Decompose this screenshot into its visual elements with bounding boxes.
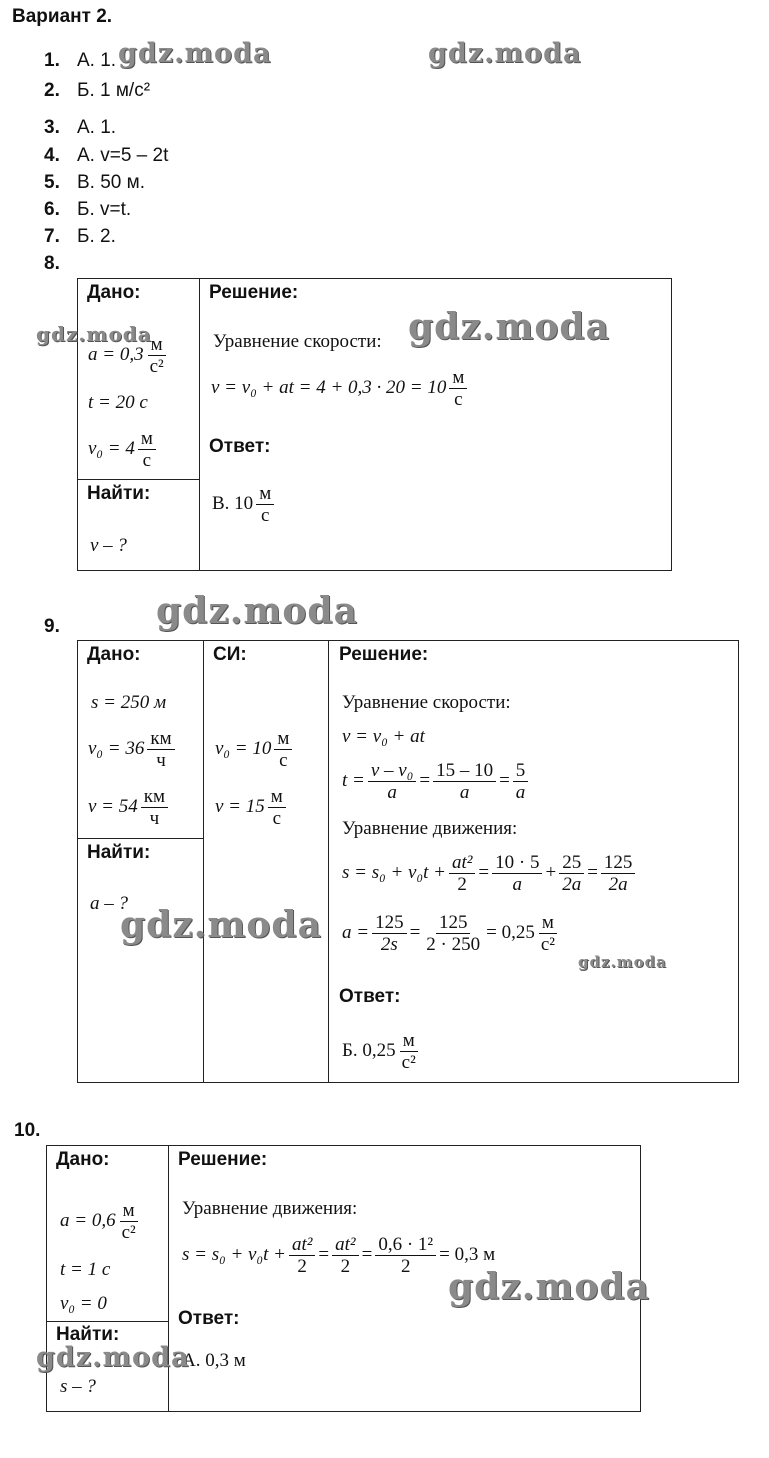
fraction: $\frac{\text{at²}}{2}$	[332, 1234, 358, 1277]
fraction: $\frac{125}{2a}$	[601, 852, 636, 895]
answer-text: Б. 1 м/с²	[77, 80, 151, 101]
unit-fraction: м с²	[401, 1030, 416, 1073]
answer-number: 3.	[44, 117, 60, 138]
unit-fraction: км ч	[147, 728, 174, 771]
solution-formula: s = s₀ + v₀t + $\frac{\text{at²}}{2}$ = $\frac{\text{at²}}{2}$ = $\frac{\text{0,6 · 1²}}{2}$ = 0,3 м	[182, 1234, 496, 1277]
answer-item	[44, 172, 145, 194]
fraction: $\frac{125}{2s}$	[372, 912, 407, 955]
unit-fraction: м с²	[121, 1200, 136, 1243]
answer-text: Б. v=t.	[77, 199, 132, 220]
fraction: $\frac{15 - 10}{a}$	[433, 760, 496, 803]
answer-text: В. 50 м.	[77, 172, 145, 193]
answer-text: А. 1.	[77, 50, 117, 71]
given-initial-velocity: v₀ = 0	[60, 1293, 107, 1314]
fraction: $\frac{10 \cdot 5}{a}$	[492, 852, 542, 895]
watermark-logo: gdz.moda	[428, 38, 582, 69]
find-heading: Найти:	[56, 1324, 120, 1345]
unit-fraction: м с	[449, 367, 467, 410]
fraction: $\frac{125}{2 \cdot 250}$	[426, 912, 481, 955]
fraction: $\frac{\text{v – v₀}}{a}$	[368, 760, 416, 803]
given-distance: s = 250 м	[91, 692, 167, 713]
answer-item	[44, 117, 116, 139]
answer-number: 7.	[44, 226, 60, 247]
fraction: $\frac{5}{a}$	[513, 760, 529, 803]
given-initial-velocity: v₀ = 36 км ч	[88, 728, 178, 771]
given-heading: Дано:	[56, 1149, 110, 1170]
answer-value: Б. 0,25 м с²	[342, 1030, 422, 1073]
find-heading: Найти:	[87, 842, 151, 863]
given-time: t = 20 с	[88, 392, 148, 413]
answer-number: 4.	[44, 145, 60, 166]
unit-fraction: м с	[268, 786, 286, 829]
si-initial-velocity: v₀ = 10 м с	[215, 728, 295, 771]
answer-number: 2.	[44, 80, 60, 101]
answer-heading: Ответ:	[209, 436, 271, 457]
problem-number: 8.	[44, 253, 60, 274]
answer-text: А. v=5 – 2t	[77, 145, 169, 166]
solution-formula: v = v₀ + at = 4 + 0,3 · 20 = 10 м с	[211, 367, 470, 410]
find-heading: Найти:	[87, 483, 151, 504]
watermark-logo: gdz.moda	[120, 904, 322, 946]
solution-formula: a = $\frac{125}{2s}$ = $\frac{125}{2 \cdot 250}$ = 0,25 м с²	[342, 912, 561, 955]
solution-heading: Решение:	[209, 282, 299, 303]
answer-item	[44, 80, 150, 102]
unit-fraction: м с	[256, 483, 274, 526]
watermark-logo: gdz.moda	[36, 1342, 190, 1373]
watermark-logo: gdz.moda	[118, 38, 272, 69]
problem-number: 9.	[44, 616, 60, 637]
answer-number: 6.	[44, 199, 60, 220]
fraction: $\frac{\text{at²}}{2}$	[449, 852, 475, 895]
fraction: $\frac{\text{at²}}{2}$	[289, 1234, 315, 1277]
unit-fraction: м с	[274, 728, 292, 771]
answer-value: В. 10 м с	[212, 483, 277, 526]
page-title: Вариант 2.	[12, 6, 113, 27]
watermark-logo: gdz.moda	[448, 1266, 650, 1308]
solution-heading: Решение:	[178, 1149, 268, 1170]
given-heading: Дано:	[87, 644, 141, 665]
answer-number: 5.	[44, 172, 60, 193]
solution-caption: Уравнение движения:	[342, 818, 518, 839]
unit-fraction: км ч	[141, 786, 168, 829]
answer-heading: Ответ:	[178, 1308, 240, 1329]
answer-heading: Ответ:	[339, 986, 401, 1007]
solution-caption: Уравнение скорости:	[342, 692, 511, 713]
given-initial-velocity: v₀ = 4 м с	[88, 428, 159, 471]
problem-number: 10.	[14, 1120, 41, 1141]
si-heading: СИ:	[213, 644, 247, 665]
solution-caption: Уравнение скорости:	[213, 331, 382, 352]
watermark-logo: gdz.moda	[36, 322, 152, 346]
si-final-velocity: v = 15 м с	[215, 786, 289, 829]
answer-text: Б. 2.	[77, 226, 116, 247]
divider	[77, 479, 199, 480]
given-final-velocity: v = 54 км ч	[88, 786, 171, 829]
answer-item	[44, 50, 116, 72]
find-quantity: s – ?	[60, 1376, 96, 1397]
given-acceleration: a = 0,3 м с²	[88, 334, 170, 377]
divider	[199, 278, 200, 571]
unit-fraction: м с²	[149, 334, 164, 377]
watermark-logo: gdz.moda	[578, 953, 667, 971]
find-quantity: a – ?	[90, 893, 128, 914]
solution-formula: v = v₀ + at	[342, 726, 425, 747]
solution-heading: Решение:	[339, 644, 429, 665]
answer-item	[44, 145, 168, 167]
unit-fraction: м с	[138, 428, 156, 471]
watermark-logo: gdz.moda	[408, 306, 610, 348]
given-time: t = 1 с	[60, 1259, 111, 1280]
fraction: $\frac{\text{0,6 · 1²}}{2}$	[375, 1234, 436, 1277]
divider	[328, 640, 329, 1083]
answer-item	[44, 226, 116, 248]
solution-formula: s = s₀ + v₀t + $\frac{\text{at²}}{2}$ = $\frac{10 \cdot 5}{a}$ + $\frac{25}{2a}$ = $\frac{125}{2a}$	[342, 852, 638, 895]
given-acceleration: a = 0,6 м с²	[60, 1200, 142, 1243]
answer-number: 1.	[44, 50, 60, 71]
divider	[46, 1321, 168, 1322]
given-heading: Дано:	[87, 282, 141, 303]
answer-value: А. 0,3 м	[182, 1350, 246, 1371]
find-quantity: v – ?	[90, 535, 127, 556]
answer-item	[44, 199, 131, 221]
divider	[77, 838, 203, 839]
watermark-logo: gdz.moda	[156, 590, 358, 632]
answer-text: А. 1.	[77, 117, 117, 138]
solution-caption: Уравнение движения:	[182, 1198, 358, 1219]
unit-fraction: м с²	[540, 912, 555, 955]
solution-formula: t = $\frac{\text{v – v₀}}{a}$ = $\frac{15 - 10}{a}$ = $\frac{5}{a}$	[342, 760, 531, 803]
fraction: $\frac{25}{2a}$	[559, 852, 584, 895]
divider	[203, 640, 204, 1083]
